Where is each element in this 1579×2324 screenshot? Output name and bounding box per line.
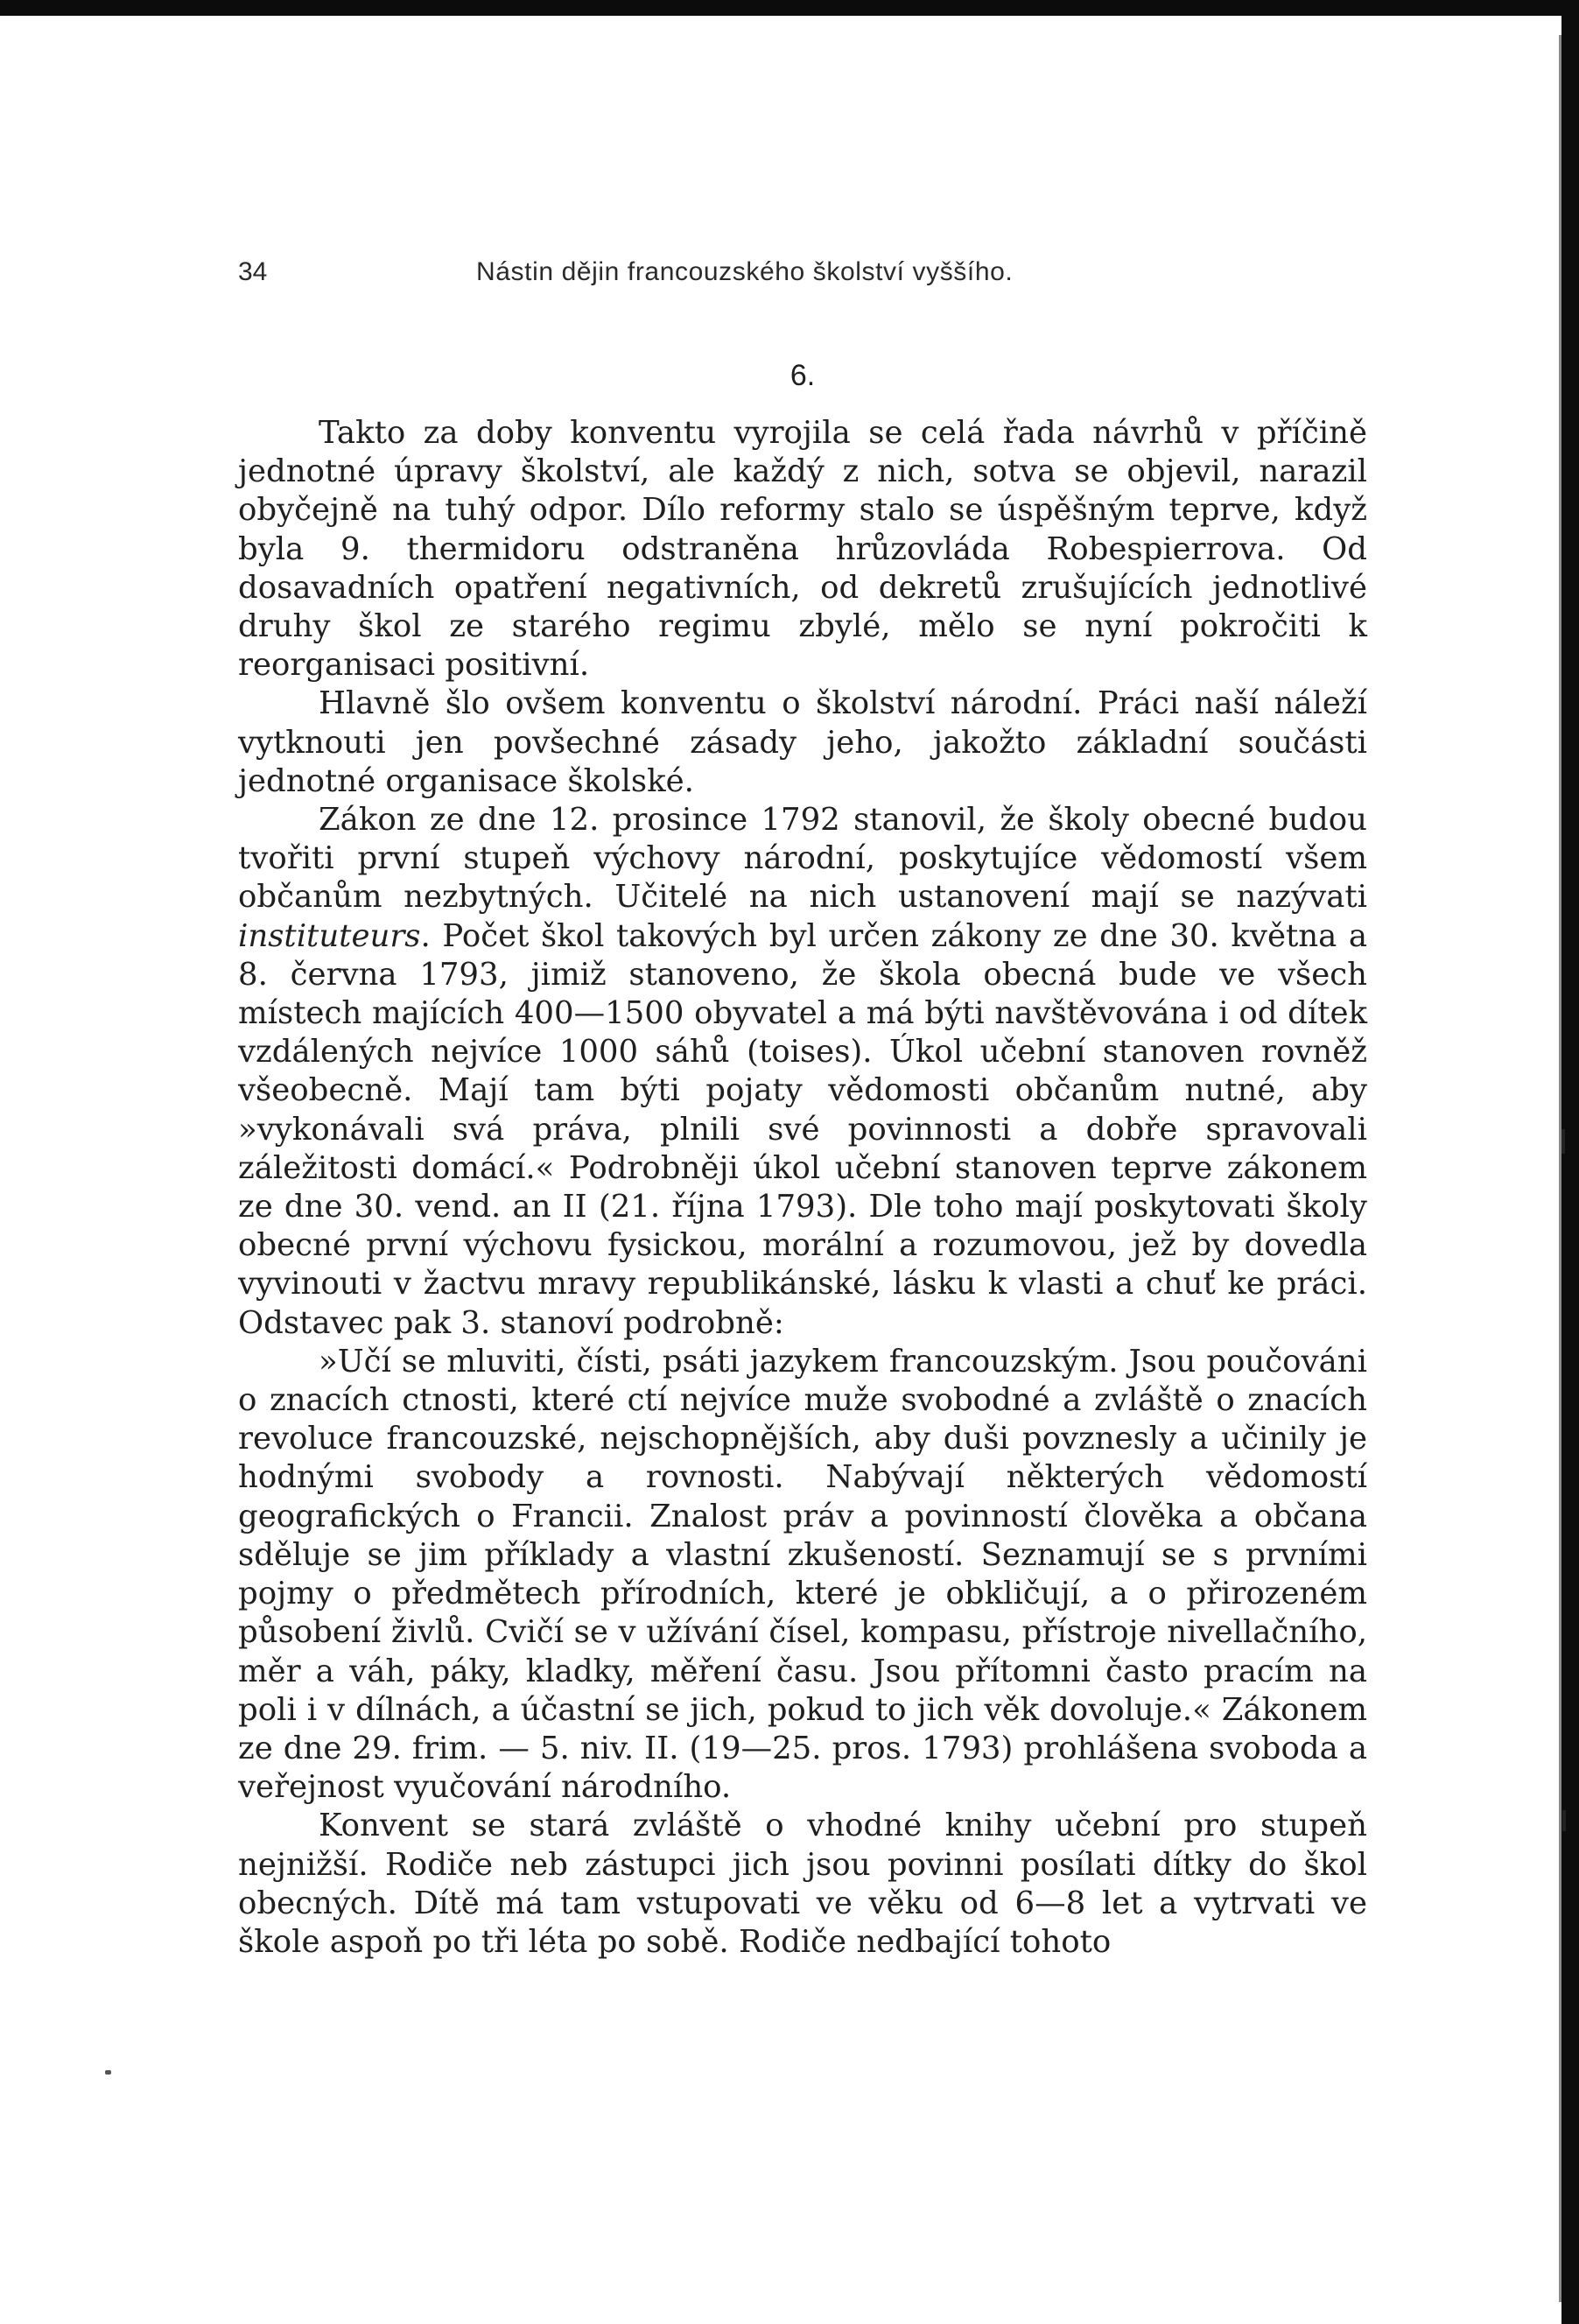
paragraph: Konvent se stará zvláště o vhodné knihy učební pro stupeň nejnižší. Rodiče neb zástupci jich jsou povinni posílati dítky do škol obecných. Dítě má tam vstupovati ve věku od 6—8 let a vytrvati ve škole aspoň po tři léta po sobě. Rodiče nedbající tohoto [238, 1808, 1367, 1960]
paragraph [238, 801, 1367, 1343]
section-number: 6. [790, 359, 816, 392]
paragraph: Takto za doby konventu vyrojila se celá řada návrhů v příčině jednotné úpravy školství, ale každý z nich, sotva se objevil, narazil obyčejně na tuhý odpor. Dílo reformy stalo se úspěšným teprve, když byla 9. thermidoru odstraněna hrůzovláda Robespierrova. Od dosavadních opatření negativních, od dekretů zrušujících jednotlivé druhy škol ze starého regimu zbylé, mělo se nyní pokročiti k reorganisaci positivní. [238, 415, 1367, 684]
paragraph-text: . Počet škol takových byl určen zákony ze dne 30. května a 8. června 1793, jimiž stanoveno, že škola obecná bude ve všech místech majících 400—1500 obyvatel a má býti navštěvována i od dítek vzdálených nejvíce 1000 sáhů (toises). Úkol učební stanoven rovněž všeobecně. Mají tam býti pojaty vědomosti občanům nutné, aby »vykonávali svá práva, plnili své povinnosti a dobře spravovali záležitosti domácí.« Podrobněji úkol učební stanoven teprve zákonem ze dne 30. vend. an II (21. října 1793). Dle toho mají poskytovati školy obecné první výchovu fysickou, morální a rozumovou, jež by dovedla vyvinouti v žactvu mravy republikánské, lásku k vlasti a chuť ke práci. Odstavec pak 3. stanoví podrobně: [238, 917, 1367, 1341]
scan-margin-mark [1561, 1129, 1565, 1154]
body-text [238, 414, 1367, 1962]
quoted-paragraph: »Učí se mluviti, čísti, psáti jazykem francouzským. Jsou poučováni o znacích ctnosti, které ctí nejvíce muže svobodné a zvláště o znacích revoluce francouzské, nejschopnějších, aby duši povznesly a učinily je hodnými svobody a rovnosti. Nabývají některých vědomostí geografických o Francii. Znalost práv a povinností člověka a občana sděluje se jim příklady a vlastní zkušeností. Seznamují se s prvními pojmy o předmětech přírodních, které je obkličují, a o přirozeném působení živlů. Cvičí se v užívání čísel, kompasu, přístroje nivellačního, měr a váh, páky, kladky, měření času. Jsou přítomni často pracím na poli i v dílnách, a účastní se jich, pokud to jich věk dovoluje.« Zákonem ze dne 29. frim. — 5. niv. II. (19—25. pros. 1793) prohlášena svoboda a veřejnost vyučování národního. [238, 1343, 1367, 1806]
page-header [238, 247, 1367, 299]
scan-border-top [0, 0, 1579, 16]
scan-speck [105, 2070, 111, 2075]
book-page [238, 247, 1367, 1962]
paragraph: Hlavně šlo ovšem konventu o školství národní. Práci naší náleží vytknouti jen povšechné zásady jeho, jakožto základní součásti jednotné organisace školské. [238, 685, 1367, 799]
scan-border-right [1561, 0, 1579, 2324]
italic-term: instituteurs [238, 917, 421, 954]
paragraph-text: Zákon ze dne 12. prosince 1792 stanovil, že školy obecné budou tvořiti první stupeň výchovy národní, poskytujíce vědomostí všem občanům nezbytných. Učitelé na nich ustanovení mají se nazývati [238, 802, 1367, 916]
scan-margin-mark [1562, 1810, 1566, 1831]
running-title: Nástin dějin francouzského školství vyššího. [476, 257, 1014, 286]
scan-page-edge [1559, 35, 1561, 2302]
page-number: 34 [238, 257, 268, 286]
